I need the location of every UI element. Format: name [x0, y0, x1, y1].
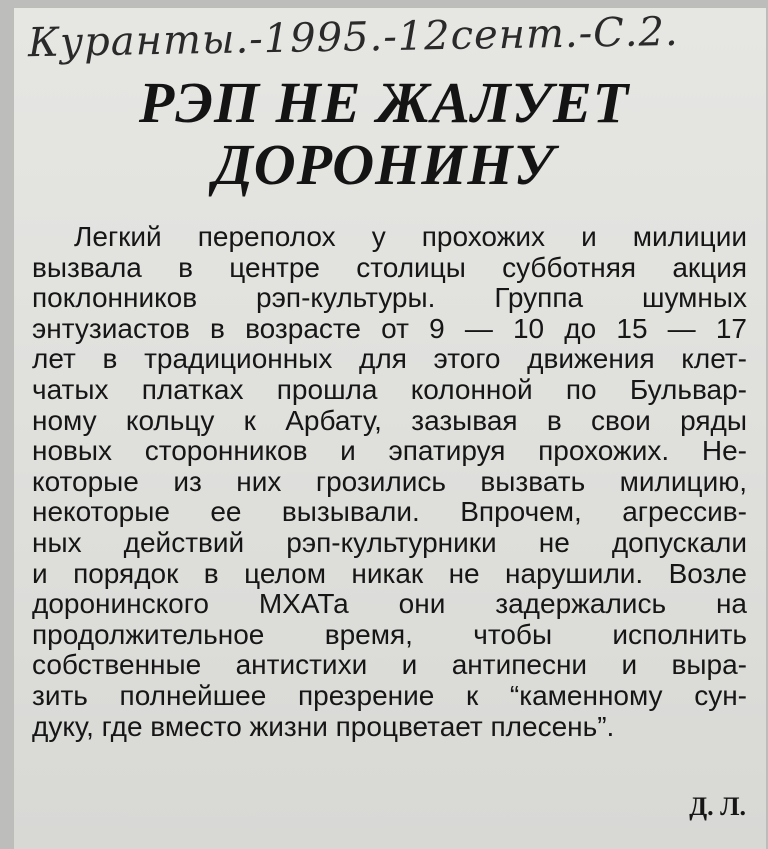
body-line: поклонников рэп-культуры. Группа шумных — [32, 282, 747, 314]
article-body — [32, 222, 747, 742]
article-headline — [0, 72, 768, 196]
body-line: доронинского МХАТа они задержались на — [32, 588, 747, 620]
body-line: некоторые ее вызывали. Впрочем, агрессив- — [32, 496, 747, 528]
body-line: Легкий переполох у прохожих и милиции — [74, 221, 747, 252]
body-line: чатых платках прошла колонной по Бульвар- — [32, 373, 747, 405]
body-line: ному кольцу к Арбату, зазывая в свои ряды — [32, 404, 747, 436]
body-line: лет в традиционных для этого движения клет- — [32, 343, 747, 375]
body-line: энтузиастов в возрасте от 9 — 10 до 15 — 17 — [32, 312, 747, 344]
body-line: собственные антистихи и антипесни и выра- — [32, 649, 747, 681]
headline-line-1: РЭП НЕ ЖАЛУЕТ — [138, 70, 630, 135]
headline-line-2: ДОРОНИНУ — [213, 132, 555, 197]
body-line: новых сторонников и эпатируя прохожих. Не- — [32, 435, 747, 467]
body-line: зить полнейшее презрение к “каменному сун- — [32, 679, 747, 711]
body-line: и порядок в целом никак не нарушили. Возле — [32, 557, 747, 589]
author-signature: Д. Л. — [689, 792, 746, 821]
body-line: дуку, где вместо жизни процветает плесень”. — [32, 710, 615, 742]
body-line: вызвала в центре столицы субботняя акция — [32, 251, 747, 283]
body-line: которые из них грозились вызвать милицию, — [32, 465, 747, 497]
body-line: ных действий рэп-культурники не допускали — [32, 526, 747, 558]
handwritten-source-note: Куранты.-1995.-12сент.-С.2. — [27, 8, 680, 67]
body-line: продолжительное время, чтобы исполнить — [32, 618, 747, 650]
